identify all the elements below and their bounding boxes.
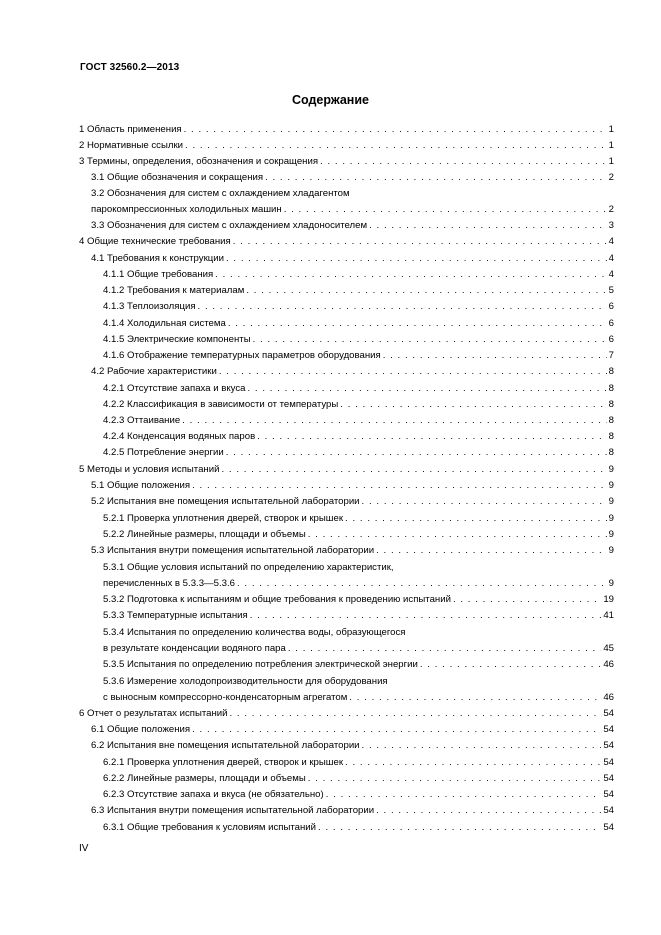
- dot-leader: [308, 773, 602, 784]
- toc-entry-title: 4.1.5 Электрические компоненты: [103, 334, 251, 345]
- toc-entry: [103, 269, 614, 280]
- toc-entry: [103, 659, 614, 670]
- toc-entry: [79, 156, 614, 167]
- toc-entry-title: 4.2 Рабочие характеристики: [91, 366, 217, 377]
- toc-entry-page: 19: [603, 594, 614, 605]
- toc-entry-page: 54: [603, 805, 614, 816]
- dot-leader: [219, 366, 607, 377]
- toc-entry-title: 6.3.1 Общие требования к условиям испытаний: [103, 822, 317, 833]
- toc-entry-page: 54: [603, 708, 614, 719]
- dot-leader: [230, 708, 602, 719]
- toc-entry: [103, 301, 614, 312]
- dot-leader: [215, 269, 606, 280]
- toc-entry-title: 5.3.2 Подготовка к испытаниям и общие требования к проведению испытаний: [103, 594, 451, 605]
- toc-entry-page: 4: [608, 253, 614, 264]
- toc-entry: [103, 610, 614, 621]
- toc-entry-page: 5: [608, 285, 614, 296]
- toc-entry-page: 3: [608, 220, 614, 231]
- toc-entry: [91, 740, 614, 751]
- toc-entry-page: 54: [603, 822, 614, 833]
- dot-leader: [246, 285, 606, 296]
- toc-entry: [91, 545, 614, 556]
- toc-entry-page: 41: [603, 610, 614, 621]
- toc-entry-title: 6.3 Испытания внутри помещения испытательной лаборатории: [91, 805, 375, 816]
- toc-entry-title: 6.2.3 Отсутствие запаха и вкуса (не обязательно): [103, 789, 324, 800]
- toc-entry: [103, 627, 614, 654]
- toc-entry-page: 1: [608, 124, 614, 135]
- toc-entry: [91, 496, 614, 507]
- toc-entry: [91, 253, 614, 264]
- toc-entry: [79, 708, 614, 719]
- toc-entry-title: 5.1 Общие положения: [91, 480, 191, 491]
- dot-leader: [257, 431, 606, 442]
- toc-entry-title: 3 Термины, определения, обозначения и сокращения: [79, 156, 319, 167]
- dot-leader: [308, 529, 607, 540]
- toc-entry: [103, 594, 614, 605]
- document-header: ГОСТ 32560.2—2013: [80, 62, 180, 73]
- toc-entry-title: 6 Отчет о результатах испытаний: [79, 708, 228, 719]
- dot-leader: [182, 415, 606, 426]
- toc-entry: [103, 562, 614, 589]
- toc-entry-title-line1: 3.2 Обозначения для систем с охлаждением хладагентом: [91, 188, 350, 199]
- toc-entry-page: 1: [608, 156, 614, 167]
- toc-entry-page: 9: [608, 464, 614, 475]
- dot-leader: [326, 789, 602, 800]
- toc-entry: [79, 236, 614, 247]
- toc-entry-title-line2: в результате конденсации водяного пара: [103, 643, 286, 654]
- dot-leader: [185, 140, 607, 151]
- dot-leader: [340, 399, 606, 410]
- dot-leader: [237, 578, 607, 589]
- dot-leader: [192, 480, 607, 491]
- dot-leader: [362, 740, 602, 751]
- dot-leader: [376, 805, 601, 816]
- toc-entry-title: 3.1 Общие обозначения и сокращения: [91, 172, 264, 183]
- dot-leader: [349, 692, 601, 703]
- dot-leader: [383, 350, 607, 361]
- toc-entry-title: 4.2.3 Оттаивание: [103, 415, 181, 426]
- toc-entry-page: 2: [608, 204, 614, 215]
- toc-entry-title: 6.2.1 Проверка уплотнения дверей, створок и крышек: [103, 757, 344, 768]
- toc-entry: [79, 124, 614, 135]
- dot-leader: [226, 253, 607, 264]
- dot-leader: [318, 822, 601, 833]
- dot-leader: [345, 513, 607, 524]
- toc-title: Содержание: [291, 93, 369, 107]
- toc-entry-page: 9: [608, 545, 614, 556]
- toc-entry: [103, 383, 614, 394]
- toc-entry: [103, 447, 614, 458]
- toc-entry-page: 4: [608, 236, 614, 247]
- toc-entry: [103, 318, 614, 329]
- toc-entry: [103, 529, 614, 540]
- toc-entry-title: 5.2 Испытания вне помещения испытательной лаборатории: [91, 496, 360, 507]
- toc-entry: [103, 676, 614, 703]
- toc-entry: [91, 480, 614, 491]
- toc-entry-title-line2: с выносным компрессорно-конденсаторным агрегатом: [103, 692, 348, 703]
- dot-leader: [247, 383, 606, 394]
- toc-entry-page: 4: [608, 269, 614, 280]
- dot-leader: [453, 594, 601, 605]
- toc-entry-page: 8: [608, 383, 614, 394]
- toc-entry-page: 6: [608, 301, 614, 312]
- dot-leader: [253, 334, 607, 345]
- toc-entry-page: 9: [608, 529, 614, 540]
- dot-leader: [265, 172, 607, 183]
- toc-entry-page: 9: [608, 496, 614, 507]
- dot-leader: [320, 156, 607, 167]
- toc-entry: [103, 773, 614, 784]
- toc-entry-page: 54: [603, 724, 614, 735]
- toc-entry-page: 6: [608, 318, 614, 329]
- toc-entry-title: 6.2 Испытания вне помещения испытательной лаборатории: [91, 740, 360, 751]
- toc-entry: [79, 140, 614, 151]
- toc-entry: [103, 757, 614, 768]
- dot-leader: [376, 545, 607, 556]
- dot-leader: [250, 610, 602, 621]
- toc-entry-page: 9: [608, 513, 614, 524]
- toc-entry-page: 45: [603, 643, 614, 654]
- toc-entry-page: 54: [603, 740, 614, 751]
- dot-leader: [362, 496, 607, 507]
- toc-entry: [91, 220, 614, 231]
- dot-leader: [288, 643, 601, 654]
- toc-entry-title-line1: 5.3.4 Испытания по определению количества воды, образующегося: [103, 627, 406, 638]
- toc-entry-title: 4.2.5 Потребление энергии: [103, 447, 224, 458]
- toc-entry-page: 7: [608, 350, 614, 361]
- toc-entry-title: 4.2.1 Отсутствие запаха и вкуса: [103, 383, 246, 394]
- page-number: IV: [79, 843, 89, 854]
- toc-entry-title: 4.2.4 Конденсация водяных паров: [103, 431, 256, 442]
- toc-entry-page: 9: [608, 578, 614, 589]
- toc-entry-title-line1: 5.3.6 Измерение холодопроизводительности для оборудования: [103, 676, 388, 687]
- toc-entry: [103, 431, 614, 442]
- dot-leader: [226, 447, 607, 458]
- toc-entry-title: 4.1.6 Отображение температурных параметров оборудования: [103, 350, 381, 361]
- toc-entry-title-line2: перечисленных в 5.3.3—5.3.6: [103, 578, 235, 589]
- toc-entry-page: 2: [608, 172, 614, 183]
- toc-entry: [103, 822, 614, 833]
- toc-entry-title: 5.2.2 Линейные размеры, площади и объемы: [103, 529, 306, 540]
- toc-entry-title: 3.3 Обозначения для систем с охлаждением хладоносителем: [91, 220, 368, 231]
- toc-entry: [103, 350, 614, 361]
- dot-leader: [420, 659, 601, 670]
- toc-entry-title: 2 Нормативные ссылки: [79, 140, 184, 151]
- dot-leader: [345, 757, 601, 768]
- toc-entry-page: 8: [608, 399, 614, 410]
- toc-entry-page: 54: [603, 757, 614, 768]
- toc-entry: [91, 366, 614, 377]
- toc-entry: [103, 513, 614, 524]
- dot-leader: [369, 220, 607, 231]
- dot-leader: [184, 124, 607, 135]
- dot-leader: [192, 724, 601, 735]
- toc-entry: [91, 805, 614, 816]
- toc-entry-title: 4 Общие технические требования: [79, 236, 231, 247]
- toc-entry: [91, 188, 614, 215]
- toc-entry-title: 5.3.3 Температурные испытания: [103, 610, 248, 621]
- toc-entry-title: 5.3.5 Испытания по определению потребления электрической энергии: [103, 659, 418, 670]
- toc-entry: [103, 789, 614, 800]
- toc-entry-page: 46: [603, 659, 614, 670]
- toc-entry-title: 5.3 Испытания внутри помещения испытательной лаборатории: [91, 545, 375, 556]
- toc-entry-page: 46: [603, 692, 614, 703]
- toc-entry-page: 8: [608, 415, 614, 426]
- dot-leader: [198, 301, 607, 312]
- toc-entry-title-line2: парокомпрессионных холодильных машин: [91, 204, 282, 215]
- toc-entry-title-line1: 5.3.1 Общие условия испытаний по определению характеристик,: [103, 562, 394, 573]
- toc-entry-page: 8: [608, 366, 614, 377]
- toc-entry-page: 9: [608, 480, 614, 491]
- dot-leader: [228, 318, 607, 329]
- toc-entry: [103, 399, 614, 410]
- toc-entry-page: 8: [608, 447, 614, 458]
- toc-entry-title: 4.1.1 Общие требования: [103, 269, 214, 280]
- toc-entry-page: 8: [608, 431, 614, 442]
- toc-entry: [103, 285, 614, 296]
- toc-entry-title: 6.2.2 Линейные размеры, площади и объемы: [103, 773, 306, 784]
- toc-entry: [91, 172, 614, 183]
- dot-leader: [221, 464, 606, 475]
- toc-entry-title: 6.1 Общие положения: [91, 724, 191, 735]
- toc-entry-title: 5 Методы и условия испытаний: [79, 464, 220, 475]
- toc-entry: [79, 464, 614, 475]
- toc-entry-page: 1: [608, 140, 614, 151]
- toc-entry: [103, 415, 614, 426]
- toc-entry-page: 6: [608, 334, 614, 345]
- toc-entry-page: 54: [603, 773, 614, 784]
- dot-leader: [233, 236, 607, 247]
- toc-entry-title: 5.2.1 Проверка уплотнения дверей, створок и крышек: [103, 513, 344, 524]
- toc-entry-title: 4.1.4 Холодильная система: [103, 318, 226, 329]
- toc-entry-title: 4.1.3 Теплоизоляция: [103, 301, 196, 312]
- toc-entry: [103, 334, 614, 345]
- toc-entry-title: 4.1.2 Требования к материалам: [103, 285, 245, 296]
- toc-entry-page: 54: [603, 789, 614, 800]
- toc-entry-title: 4.2.2 Классификация в зависимости от температуры: [103, 399, 339, 410]
- toc-entry-title: 4.1 Требования к конструкции: [91, 253, 224, 264]
- toc-entry-title: 1 Область применения: [79, 124, 182, 135]
- dot-leader: [284, 204, 607, 215]
- toc-entry: [91, 724, 614, 735]
